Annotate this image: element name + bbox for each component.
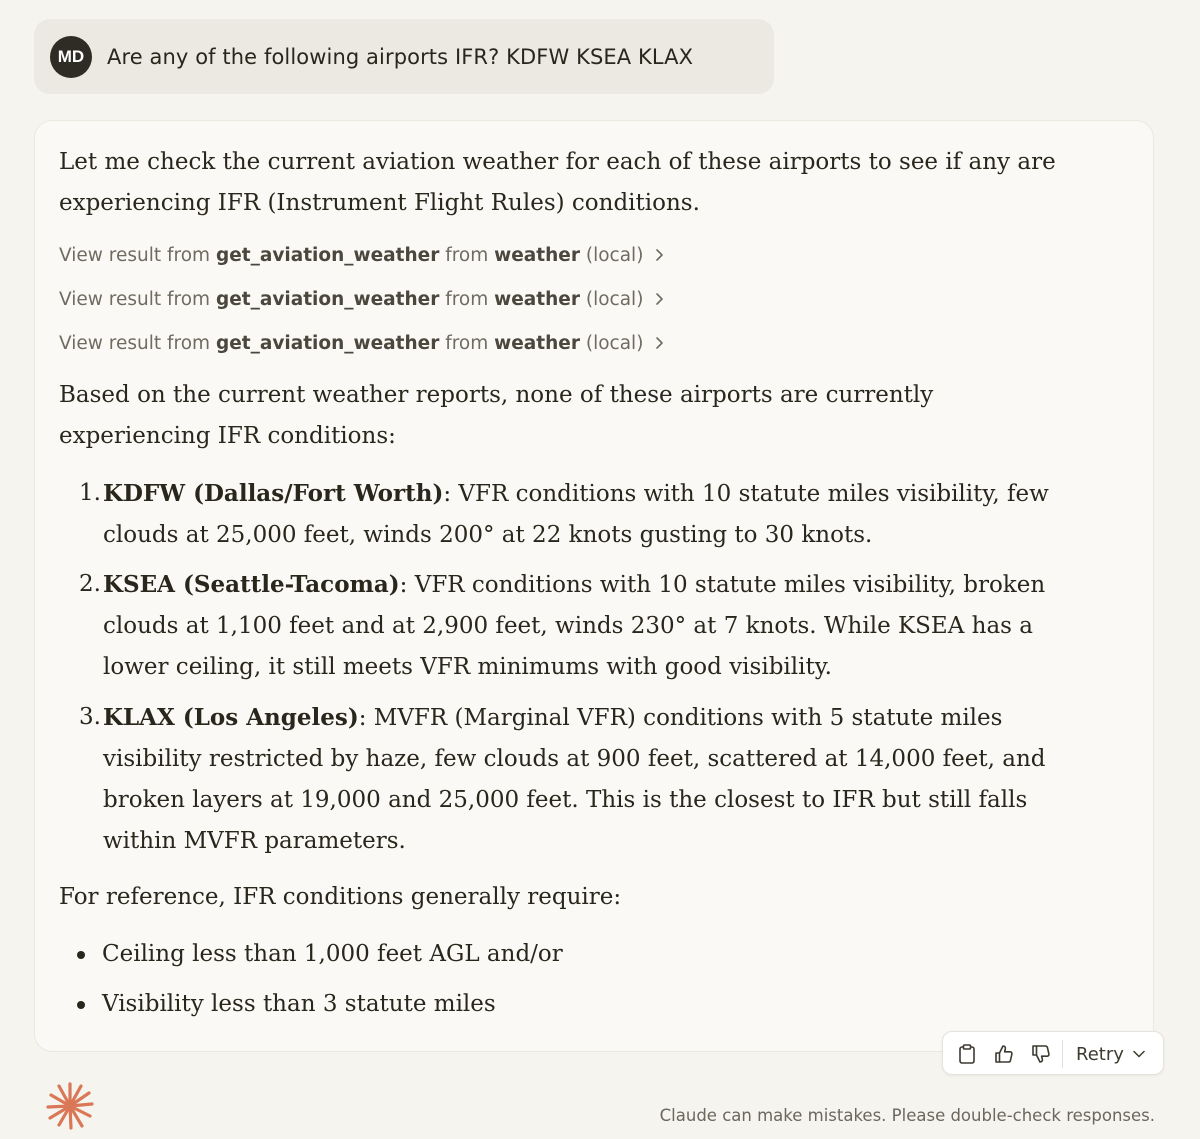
tool-result-prefix: View result from bbox=[59, 288, 211, 310]
tool-result-suffix: (local) bbox=[585, 288, 644, 310]
airport-description bbox=[103, 473, 1093, 556]
airport-description bbox=[103, 697, 1093, 862]
thumbs-up-button[interactable] bbox=[992, 1042, 1016, 1066]
airport-conditions: : VFR conditions with 10 statute miles visibility, few clouds at 25,000 feet, winds 200° at 22 knots gusting to 30 knots. bbox=[103, 481, 1049, 548]
assistant-message bbox=[34, 120, 1154, 1052]
summary-text: Based on the current weather reports, none of these airports are currently experiencing IFR conditions: bbox=[59, 382, 934, 449]
retry-label: Retry bbox=[1076, 1043, 1124, 1065]
tool-result-link[interactable] bbox=[59, 286, 665, 312]
tool-name: get_aviation_weather bbox=[215, 244, 440, 266]
server-name: weather bbox=[494, 288, 580, 310]
reference-text: For reference, IFR conditions generally require: bbox=[59, 884, 622, 910]
chevron-down-icon bbox=[1132, 1049, 1146, 1059]
list-number: 3. bbox=[79, 704, 101, 730]
tool-result-mid: from bbox=[445, 288, 489, 310]
tool-result-mid: from bbox=[445, 244, 489, 266]
airport-name: KLAX (Los Angeles) bbox=[103, 704, 359, 731]
chevron-right-icon bbox=[653, 248, 665, 262]
airport-conditions: : VFR conditions with 10 statute miles visibility, broken clouds at 1,100 feet and at 2,900 feet, winds 230° at 7 knots. While KSEA has a lower ceiling, it still meets VFR minimums with good visibility. bbox=[103, 572, 1046, 680]
tool-result-suffix: (local) bbox=[585, 244, 644, 266]
avatar[interactable]: MD bbox=[50, 36, 92, 78]
tool-result-prefix: View result from bbox=[59, 244, 211, 266]
airport-description bbox=[103, 564, 1093, 688]
chevron-right-icon bbox=[653, 292, 665, 306]
requirement-item bbox=[77, 934, 977, 975]
requirement-item bbox=[77, 984, 977, 1025]
list-number: 2. bbox=[79, 571, 101, 597]
tool-result-link[interactable] bbox=[59, 330, 665, 356]
requirement-text: Ceiling less than 1,000 feet AGL and/or bbox=[102, 941, 563, 967]
tool-result-link[interactable] bbox=[59, 242, 665, 268]
airport-name: KSEA (Seattle-Tacoma) bbox=[103, 571, 400, 598]
bullet-icon bbox=[77, 1001, 85, 1009]
list-number: 1. bbox=[79, 480, 101, 506]
airport-name: KDFW (Dallas/Fort Worth) bbox=[103, 480, 444, 507]
tool-result-mid: from bbox=[445, 332, 489, 354]
message-actions-toolbar bbox=[942, 1031, 1164, 1075]
thumbs-up-icon bbox=[993, 1043, 1015, 1065]
airport-conditions: : MVFR (Marginal VFR) conditions with 5 statute miles visibility restricted by haze, few clouds at 900 feet, scattered at 14,000 feet, and broken layers at 19,000 and 25,000 feet. This is the closest to IFR but still falls within MVFR parameters. bbox=[103, 705, 1046, 854]
disclaimer-text: Claude can make mistakes. Please double-check responses. bbox=[659, 1106, 1155, 1125]
tool-name: get_aviation_weather bbox=[215, 288, 440, 310]
intro-text: Let me check the current aviation weather for each of these airports to see if any are experiencing IFR (Instrument Flight Rules) conditions. bbox=[59, 149, 1056, 216]
chevron-right-icon bbox=[653, 336, 665, 350]
bullet-icon bbox=[77, 951, 85, 959]
tool-name: get_aviation_weather bbox=[215, 332, 440, 354]
thumbs-down-icon bbox=[1030, 1043, 1052, 1065]
claude-logo-icon bbox=[44, 1080, 96, 1132]
copy-button[interactable] bbox=[955, 1042, 979, 1066]
copy-icon bbox=[957, 1043, 977, 1065]
user-message bbox=[34, 19, 774, 94]
retry-button[interactable] bbox=[1076, 1041, 1146, 1067]
toolbar-divider bbox=[1062, 1040, 1063, 1068]
user-message-text: Are any of the following airports IFR? KDFW KSEA KLAX bbox=[107, 44, 694, 69]
tool-result-prefix: View result from bbox=[59, 332, 211, 354]
thumbs-down-button[interactable] bbox=[1029, 1042, 1053, 1066]
server-name: weather bbox=[494, 244, 580, 266]
server-name: weather bbox=[494, 332, 580, 354]
requirement-text: Visibility less than 3 statute miles bbox=[102, 991, 496, 1017]
tool-result-suffix: (local) bbox=[585, 332, 644, 354]
